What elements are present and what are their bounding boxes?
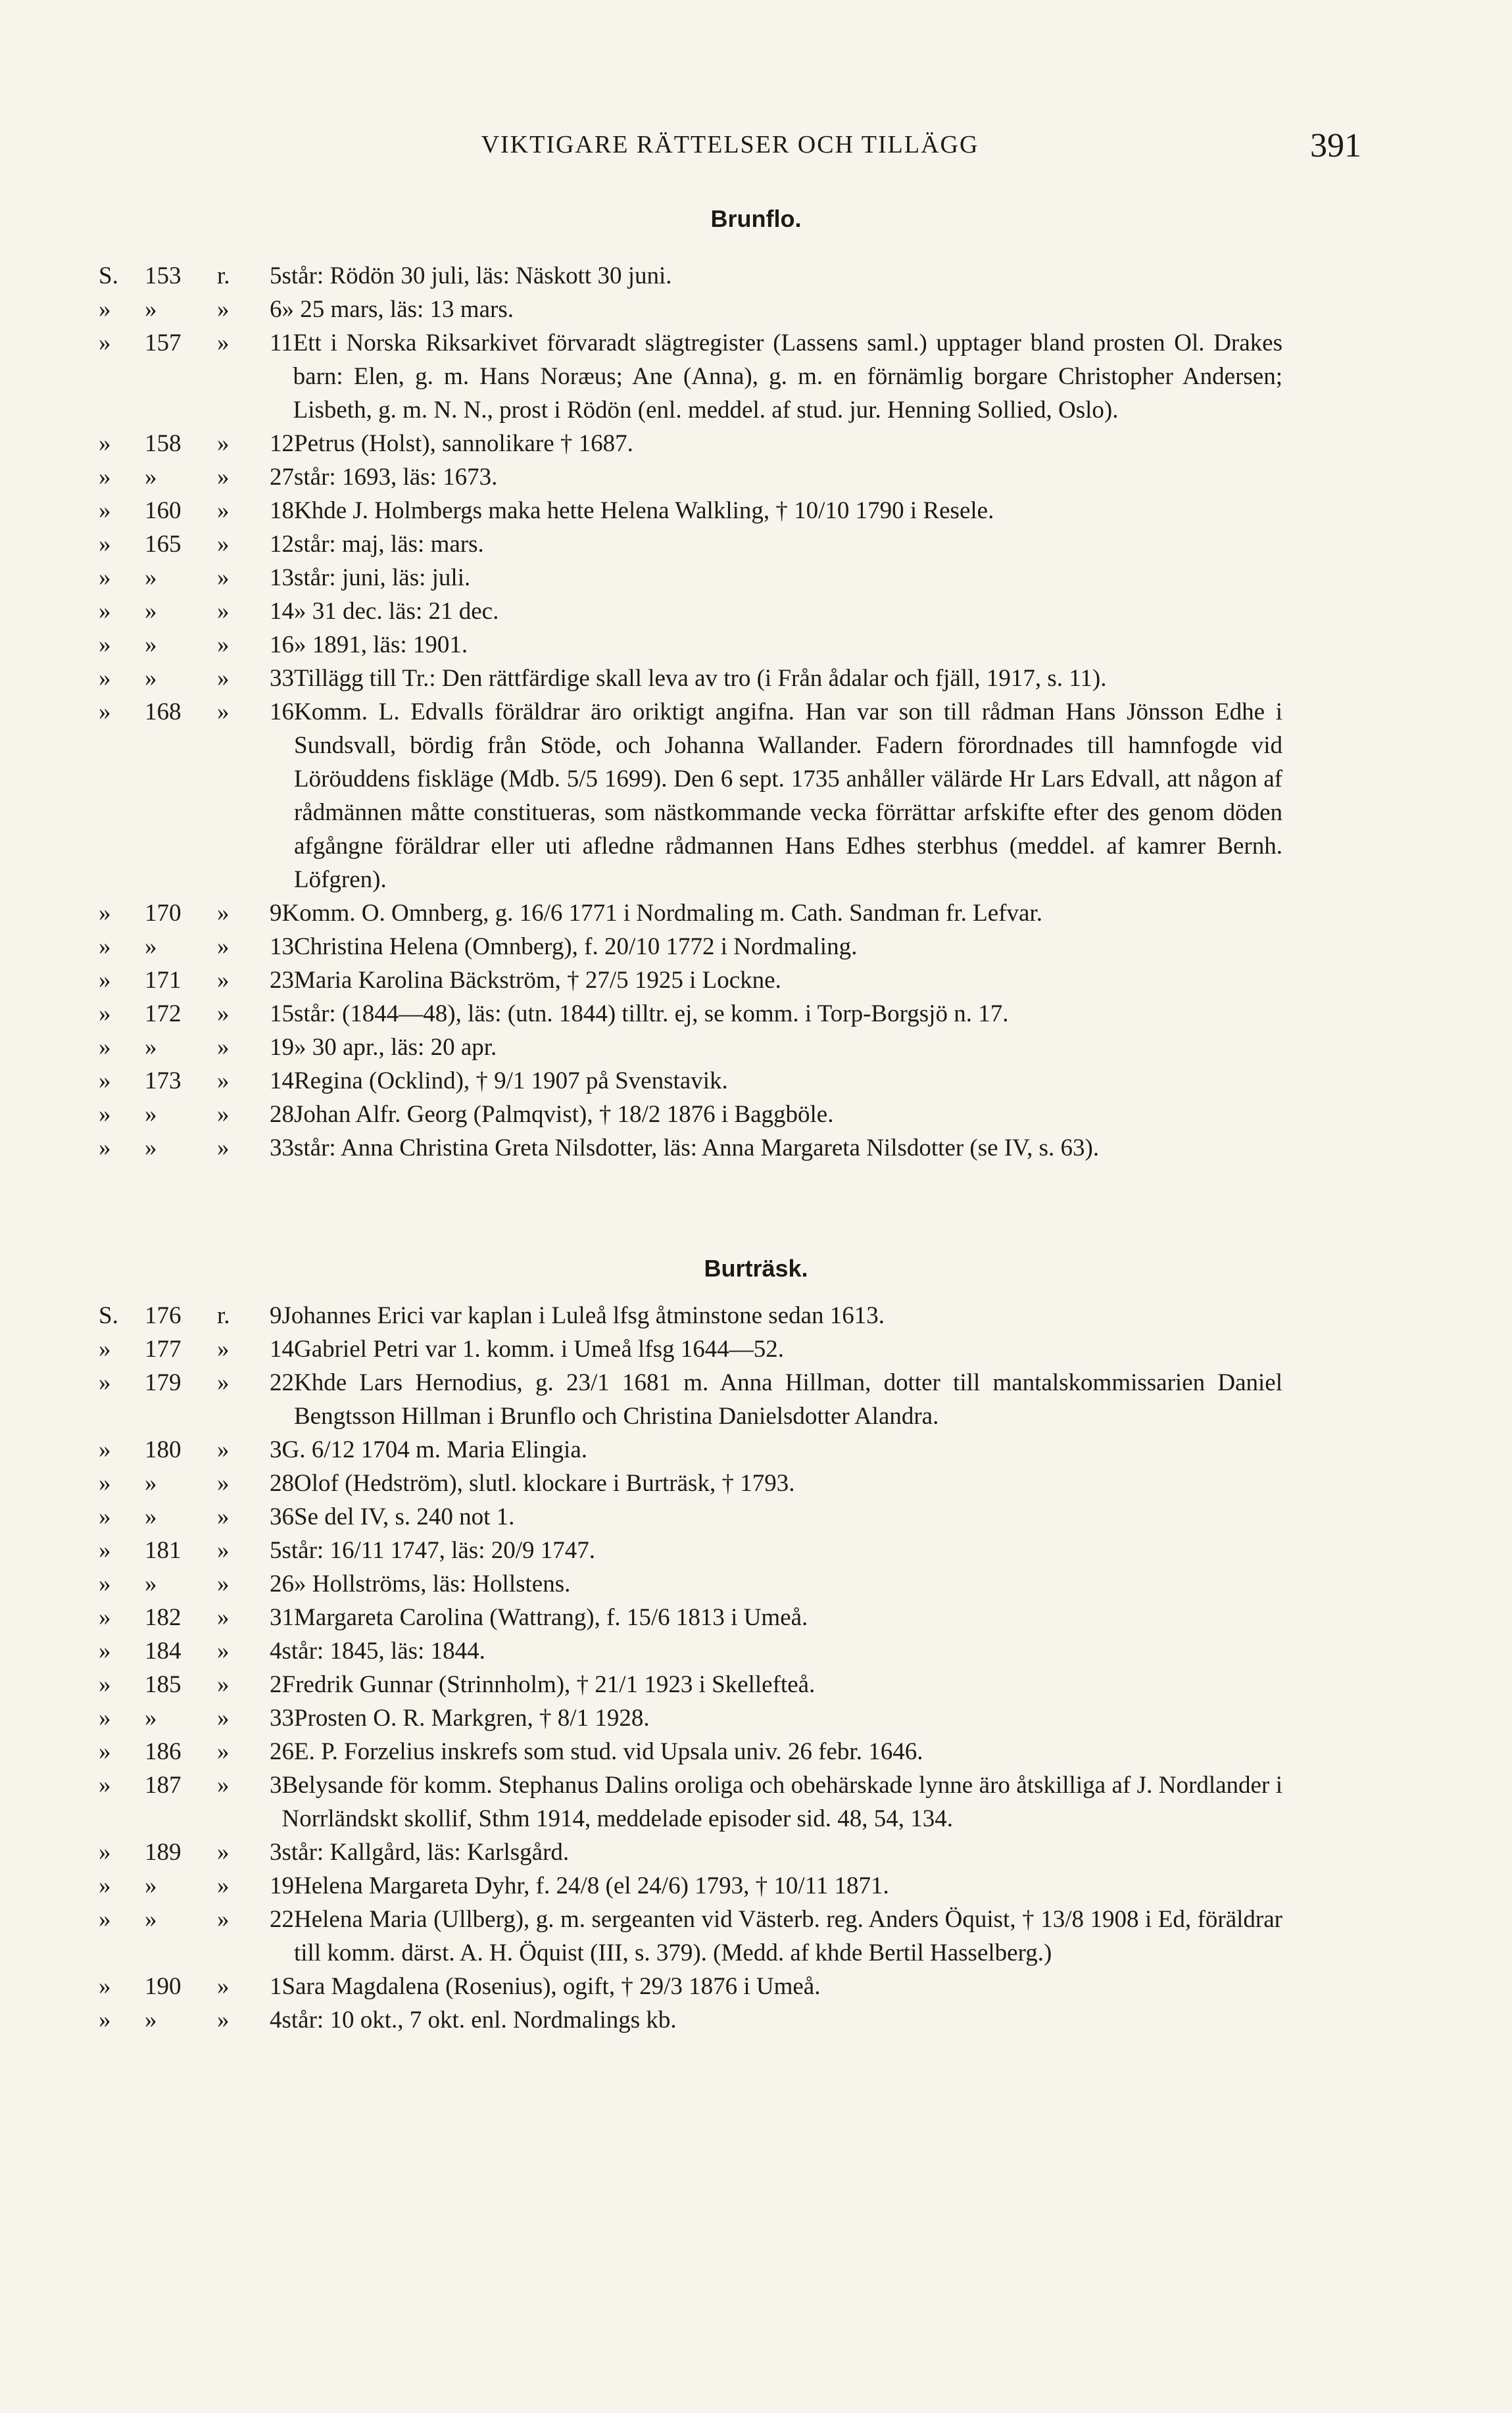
ref-row-number: 9 [270,1302,282,1329]
ref-page-number: » [145,564,157,591]
ref-page-marker: » [99,564,111,591]
correction-entry [99,1500,1282,1534]
entry-text: Maria Karolina Bäckström, † 27/5 1925 i Lockne. [294,967,781,994]
ref-row-marker: » [217,1436,230,1463]
ref-page-number: » [145,598,157,625]
ref-row-number: 3 [270,1436,282,1463]
ref-row-marker: » [217,1101,230,1128]
entry-reference [99,662,294,695]
entry-text: Johan Alfr. Georg (Palmqvist), † 18/2 1876 i Baggböle. [294,1101,834,1128]
entry-text: står: Kallgård, läs: Karlsgård. [281,1839,570,1866]
ref-row-number: 19 [270,1872,294,1899]
ref-page-number: » [145,1470,157,1497]
entry-text: Komm. O. Omnberg, g. 16/6 1771 i Nordmaling m. Cath. Sandman fr. Lefvar. [281,900,1042,927]
entry-text: Ett i Norska Riksarkivet förvaradt slägtregister (Lassens saml.) upptager bland prosten Ol. Drakes barn: Elen, g. m. Hans Noræus; Ane (Anna), g. m. en förnämlig borgare Christopher Andersen; Lisbeth, g. m. N. N., prost i Rödön (enl. meddel. af stud. jur. Henning Sollied, Oslo). [293,329,1282,424]
entry-text: Olof (Hedström), slutl. klockare i Burträsk, † 1793. [294,1470,795,1497]
ref-page-marker: » [99,1772,111,1799]
ref-row-number: 2 [270,1671,282,1698]
correction-entry [99,662,1282,695]
ref-row-marker: » [217,497,230,524]
entry-reference [99,1970,282,2003]
correction-entry [99,494,1282,527]
ref-page-marker: » [99,1101,111,1128]
entry-reference [99,1031,294,1064]
ref-page-marker: » [99,1503,111,1530]
ref-row-number: 19 [270,1034,294,1061]
correction-entry [99,1701,1282,1735]
entry-reference [99,963,294,997]
ref-page-marker: » [99,598,111,625]
ref-page-marker: » [99,1604,111,1631]
ref-row-marker: » [217,531,230,558]
correction-entry [99,1131,1282,1165]
ref-page-number: » [145,2007,157,2034]
ref-page-marker: S. [99,1302,118,1329]
correction-entry [99,930,1282,963]
correction-entry [99,1098,1282,1131]
entry-text: Helena Maria (Ullberg), g. m. sergeanten vid Västerb. reg. Anders Öquist, † 13/8 1908 i Ed, föräldrar till komm. därst. A. H. Öquist (III, s. 379). (Medd. af khde Bertil Hasselberg.) [294,1906,1282,1966]
ref-row-number: 23 [270,967,294,994]
ref-page-number: 157 [145,329,182,356]
ref-page-number: » [145,1034,157,1061]
correction-entry [99,1634,1282,1668]
ref-row-marker: » [217,1705,230,1732]
ref-page-marker: » [99,1369,111,1396]
correction-entry [99,1735,1282,1768]
ref-page-marker: » [99,1671,111,1698]
entry-text: » 25 mars, läs: 13 mars. [281,296,514,323]
entry-text: står: Anna Christina Greta Nilsdotter, läs: Anna Margareta Nilsdotter (se IV, s. 63). [294,1134,1100,1161]
ref-row-marker: » [217,464,230,491]
entry-reference [99,1131,294,1165]
correction-entry [99,1332,1282,1366]
ref-row-number: 14 [270,1336,294,1363]
ref-page-marker: » [99,497,111,524]
correction-entry [99,293,1282,326]
ref-page-marker: » [99,1067,111,1094]
correction-entry [99,997,1282,1031]
correction-entry [99,527,1282,561]
correction-entry [99,595,1282,628]
entry-reference [99,259,282,293]
ref-page-number: 181 [145,1537,182,1564]
entry-reference [99,896,282,930]
correction-entry [99,628,1282,662]
ref-page-number: » [145,631,157,658]
ref-row-marker: » [217,698,230,725]
section-title-burtrask: Burträsk. [704,1255,808,1282]
ref-page-number: 187 [145,1772,182,1799]
ref-page-number: » [145,1101,157,1128]
ref-page-number: » [145,1906,157,1933]
entry-text: Komm. L. Edvalls föräldrar äro oriktigt angifna. Han var son till rådman Hans Jönsson Edhe i Sundsvall, bördig från Stöde, och Johanna Wallander. Fadern förordnades till hamnfogde vid Löröuddens fiskläge (Mdb. 5/5 1699). Den 6 sept. 1735 anhåller välärde Hr Lars Edvall, att någon af rådmännen måtte constitueras, som nästkommande vecka förrättar arfskifte efter des genom döden afgångne föräldrar eller uti afledne rådmannen Hans Edhes sterbhus (meddel. af kamrer Bernh. Löfgren). [294,698,1282,893]
correction-entry [99,259,1282,293]
ref-row-number: 33 [270,1705,294,1732]
ref-row-number: 33 [270,665,294,692]
ref-row-marker: r. [217,262,230,289]
ref-row-marker: » [217,598,230,625]
entry-reference [99,1634,282,1668]
ref-page-number: 158 [145,430,182,457]
correction-entry [99,1433,1282,1467]
entry-text: Fredrik Gunnar (Strinnholm), † 21/1 1923 i Skellefteå. [281,1671,816,1698]
correction-entry [99,896,1282,930]
entry-reference [99,527,294,561]
ref-page-number: 171 [145,967,182,994]
ref-page-number: » [145,1705,157,1732]
entry-text: Tillägg till Tr.: Den rättfärdige skall leva av tro (i Från ådalar och fjäll, 1917, s. 11). [294,665,1107,692]
ref-page-number: 170 [145,900,182,927]
ref-row-number: 1 [270,1973,282,2000]
correction-entry [99,427,1282,460]
ref-row-marker: » [217,1638,230,1665]
correction-entry [99,561,1282,595]
entry-reference [99,1836,282,1869]
ref-row-marker: » [217,430,230,457]
entry-reference [99,695,294,896]
entry-reference [99,1064,294,1098]
ref-row-number: 16 [270,631,294,658]
ref-row-number: 3 [270,1772,282,1799]
ref-page-marker: » [99,698,111,725]
entry-reference [99,2003,282,2037]
entry-text: » 1891, läs: 1901. [294,631,468,658]
entry-text: Johannes Erici var kaplan i Luleå lfsg åtminstone sedan 1613. [281,1302,885,1329]
entry-reference [99,1332,294,1366]
ref-row-marker: » [217,1000,230,1027]
entry-text: Khde Lars Hernodius, g. 23/1 1681 m. Anna Hillman, dotter till mantalskommissarien Daniel Bengtsson Hillman i Brunflo och Christina Danielsdotter Alandra. [294,1369,1282,1430]
ref-row-marker: » [217,1067,230,1094]
ref-page-number: 172 [145,1000,182,1027]
entry-reference [99,1869,294,1903]
ref-page-marker: » [99,2007,111,2034]
ref-page-marker: » [99,1336,111,1363]
ref-page-number: » [145,1134,157,1161]
entry-reference [99,1534,282,1567]
correction-entry [99,1869,1282,1903]
entry-reference [99,1701,294,1735]
ref-page-number: » [145,1872,157,1899]
ref-page-number: 160 [145,497,182,524]
ref-page-marker: » [99,1839,111,1866]
ref-page-marker: » [99,1973,111,2000]
burtrask-entries [99,1299,1282,2037]
ref-page-number: 177 [145,1336,182,1363]
entry-text: Helena Margareta Dyhr, f. 24/8 (el 24/6) 1793, † 10/11 1871. [294,1872,889,1899]
entry-reference [99,1903,294,1970]
ref-page-marker: » [99,1638,111,1665]
entry-text: står: 1845, läs: 1844. [281,1638,485,1665]
ref-row-marker: » [217,1772,230,1799]
ref-page-marker: » [99,1034,111,1061]
correction-entry [99,1534,1282,1567]
ref-page-marker: » [99,1436,111,1463]
ref-page-marker: » [99,1571,111,1597]
ref-page-number: » [145,296,157,323]
entry-text: » Hollströms, läs: Hollstens. [294,1571,571,1597]
ref-row-number: 22 [270,1906,294,1933]
ref-row-number: 14 [270,598,294,625]
entry-text: står: 1693, läs: 1673. [294,464,498,491]
ref-page-number: 190 [145,1973,182,2000]
ref-page-number: 184 [145,1638,182,1665]
ref-row-number: 5 [270,262,282,289]
entry-reference [99,293,282,326]
ref-row-marker: » [217,1872,230,1899]
ref-row-marker: r. [217,1302,230,1329]
correction-entry [99,1903,1282,1970]
ref-row-number: 36 [270,1503,294,1530]
ref-row-number: 28 [270,1101,294,1128]
ref-row-marker: » [217,564,230,591]
ref-page-marker: » [99,967,111,994]
correction-entry [99,1601,1282,1634]
ref-row-marker: » [217,1604,230,1631]
entry-text: står: 16/11 1747, läs: 20/9 1747. [281,1537,596,1564]
correction-entry [99,695,1282,896]
entry-text: » 31 dec. läs: 21 dec. [294,598,499,625]
ref-page-number: 173 [145,1067,182,1094]
running-head: VIKTIGARE RÄTTELSER OCH TILLÄGG [481,131,979,158]
ref-row-number: 4 [270,2007,282,2034]
entry-reference [99,1098,294,1131]
entry-text: E. P. Forzelius inskrefs som stud. vid Upsala univ. 26 febr. 1646. [294,1738,923,1765]
ref-page-marker: » [99,329,111,356]
section-title-brunflo: Brunflo. [710,205,802,232]
entry-reference [99,326,293,427]
ref-row-number: 13 [270,933,294,960]
entry-text: står: Rödön 30 juli, läs: Näskott 30 juni. [281,262,672,289]
ref-page-number: » [145,464,157,491]
entry-text: står: juni, läs: juli. [294,564,471,591]
ref-page-number: 189 [145,1839,182,1866]
entry-text: Gabriel Petri var 1. komm. i Umeå lfsg 1644—52. [294,1336,785,1363]
ref-row-number: 13 [270,564,294,591]
ref-page-number: » [145,1571,157,1597]
entry-reference [99,1467,294,1500]
correction-entry [99,460,1282,494]
ref-row-marker: » [217,1671,230,1698]
entry-text: står: (1844—48), läs: (utn. 1844) tilltr. ej, se komm. i Torp-Borgsjö n. 17. [294,1000,1009,1027]
entry-text: Khde J. Holmbergs maka hette Helena Walkling, † 10/10 1790 i Resele. [294,497,994,524]
ref-row-number: 11 [270,329,293,356]
ref-row-marker: » [217,1503,230,1530]
entry-text: » 30 apr., läs: 20 apr. [294,1034,497,1061]
ref-row-number: 26 [270,1571,294,1597]
ref-page-marker: » [99,464,111,491]
ref-page-marker: » [99,1537,111,1564]
ref-row-number: 26 [270,1738,294,1765]
correction-entry [99,963,1282,997]
entry-text: Sara Magdalena (Rosenius), ogift, † 29/3 1876 i Umeå. [281,1973,821,2000]
ref-row-marker: » [217,329,230,356]
entry-reference [99,561,294,595]
ref-row-marker: » [217,1034,230,1061]
correction-entry [99,1366,1282,1433]
ref-page-marker: » [99,1738,111,1765]
ref-page-marker: » [99,1134,111,1161]
ref-page-marker: » [99,631,111,658]
correction-entry [99,1768,1282,1836]
ref-page-marker: » [99,1872,111,1899]
correction-entry [99,1567,1282,1601]
ref-row-marker: » [217,900,230,927]
entry-reference [99,997,294,1031]
correction-entry [99,1668,1282,1701]
ref-page-marker: » [99,296,111,323]
page-header [99,127,1361,170]
correction-entry [99,1467,1282,1500]
ref-page-number: 165 [145,531,182,558]
entry-reference [99,427,294,460]
entry-reference [99,494,294,527]
ref-row-number: 12 [270,430,294,457]
entry-reference [99,628,294,662]
entry-reference [99,1299,282,1332]
ref-row-marker: » [217,1571,230,1597]
ref-row-marker: » [217,296,230,323]
ref-page-number: 186 [145,1738,182,1765]
entry-reference [99,1366,294,1433]
correction-entry [99,1836,1282,1869]
entry-reference [99,1601,294,1634]
ref-page-number: » [145,665,157,692]
entry-text: Se del IV, s. 240 not 1. [294,1503,515,1530]
ref-row-marker: » [217,933,230,960]
ref-page-marker: » [99,1906,111,1933]
ref-row-number: 22 [270,1369,294,1396]
ref-row-number: 27 [270,464,294,491]
ref-page-number: » [145,1503,157,1530]
ref-page-marker: » [99,1705,111,1732]
brunflo-entries [99,259,1282,1165]
ref-row-number: 4 [270,1638,282,1665]
ref-row-number: 12 [270,531,294,558]
ref-page-marker: » [99,665,111,692]
ref-row-marker: » [217,1906,230,1933]
ref-row-number: 3 [270,1839,282,1866]
entry-text: står: maj, läs: mars. [294,531,484,558]
entry-text: Regina (Ocklind), † 9/1 1907 på Svenstavik. [294,1067,728,1094]
entry-reference [99,1768,282,1836]
ref-row-marker: » [217,1369,230,1396]
entry-reference [99,595,294,628]
ref-row-number: 14 [270,1067,294,1094]
entry-reference [99,1668,282,1701]
ref-row-number: 5 [270,1537,282,1564]
ref-page-marker: » [99,531,111,558]
entry-text: Belysande för komm. Stephanus Dalins oroliga och obehärskade lynne äro åtskilliga af J. Nordlander i Norrländskt skollif, Sthm 1914, meddelade episoder sid. 48, 54, 134. [281,1772,1282,1832]
ref-row-number: 6 [270,296,282,323]
ref-page-number: » [145,933,157,960]
entry-text: Margareta Carolina (Wattrang), f. 15/6 1813 i Umeå. [294,1604,808,1631]
entry-reference [99,930,294,963]
ref-row-marker: » [217,1336,230,1363]
ref-row-number: 31 [270,1604,294,1631]
ref-page-marker: S. [99,262,118,289]
ref-page-number: 168 [145,698,182,725]
ref-row-marker: » [217,2007,230,2034]
ref-page-number: 179 [145,1369,182,1396]
ref-row-number: 9 [270,900,282,927]
correction-entry [99,2003,1282,2037]
ref-row-marker: » [217,665,230,692]
correction-entry [99,326,1282,427]
ref-page-marker: » [99,933,111,960]
entry-text: står: 10 okt., 7 okt. enl. Nordmalings kb. [281,2007,677,2034]
ref-row-number: 16 [270,698,294,725]
ref-page-number: 176 [145,1302,182,1329]
ref-row-marker: » [217,1973,230,2000]
ref-row-marker: » [217,631,230,658]
correction-entry [99,1299,1282,1332]
ref-row-marker: » [217,967,230,994]
ref-row-number: 28 [270,1470,294,1497]
page-number: 391 [1310,127,1361,164]
correction-entry [99,1970,1282,2003]
ref-page-marker: » [99,900,111,927]
ref-row-marker: » [217,1738,230,1765]
ref-page-number: 180 [145,1436,182,1463]
ref-page-number: 182 [145,1604,182,1631]
entry-reference [99,1735,294,1768]
ref-row-marker: » [217,1537,230,1564]
entry-text: G. 6/12 1704 m. Maria Elingia. [281,1436,587,1463]
ref-row-number: 33 [270,1134,294,1161]
ref-page-marker: » [99,1000,111,1027]
entry-text: Christina Helena (Omnberg), f. 20/10 1772 i Nordmaling. [294,933,858,960]
entry-reference [99,1433,282,1467]
correction-entry [99,1064,1282,1098]
ref-page-marker: » [99,1470,111,1497]
entry-reference [99,460,294,494]
entry-text: Prosten O. R. Markgren, † 8/1 1928. [294,1705,650,1732]
ref-row-number: 15 [270,1000,294,1027]
ref-row-marker: » [217,1134,230,1161]
ref-row-marker: » [217,1470,230,1497]
ref-row-number: 18 [270,497,294,524]
ref-page-number: 153 [145,262,182,289]
entry-reference [99,1500,294,1534]
entry-reference [99,1567,294,1601]
ref-page-number: 185 [145,1671,182,1698]
ref-row-marker: » [217,1839,230,1866]
correction-entry [99,1031,1282,1064]
ref-page-marker: » [99,430,111,457]
entry-text: Petrus (Holst), sannolikare † 1687. [294,430,633,457]
